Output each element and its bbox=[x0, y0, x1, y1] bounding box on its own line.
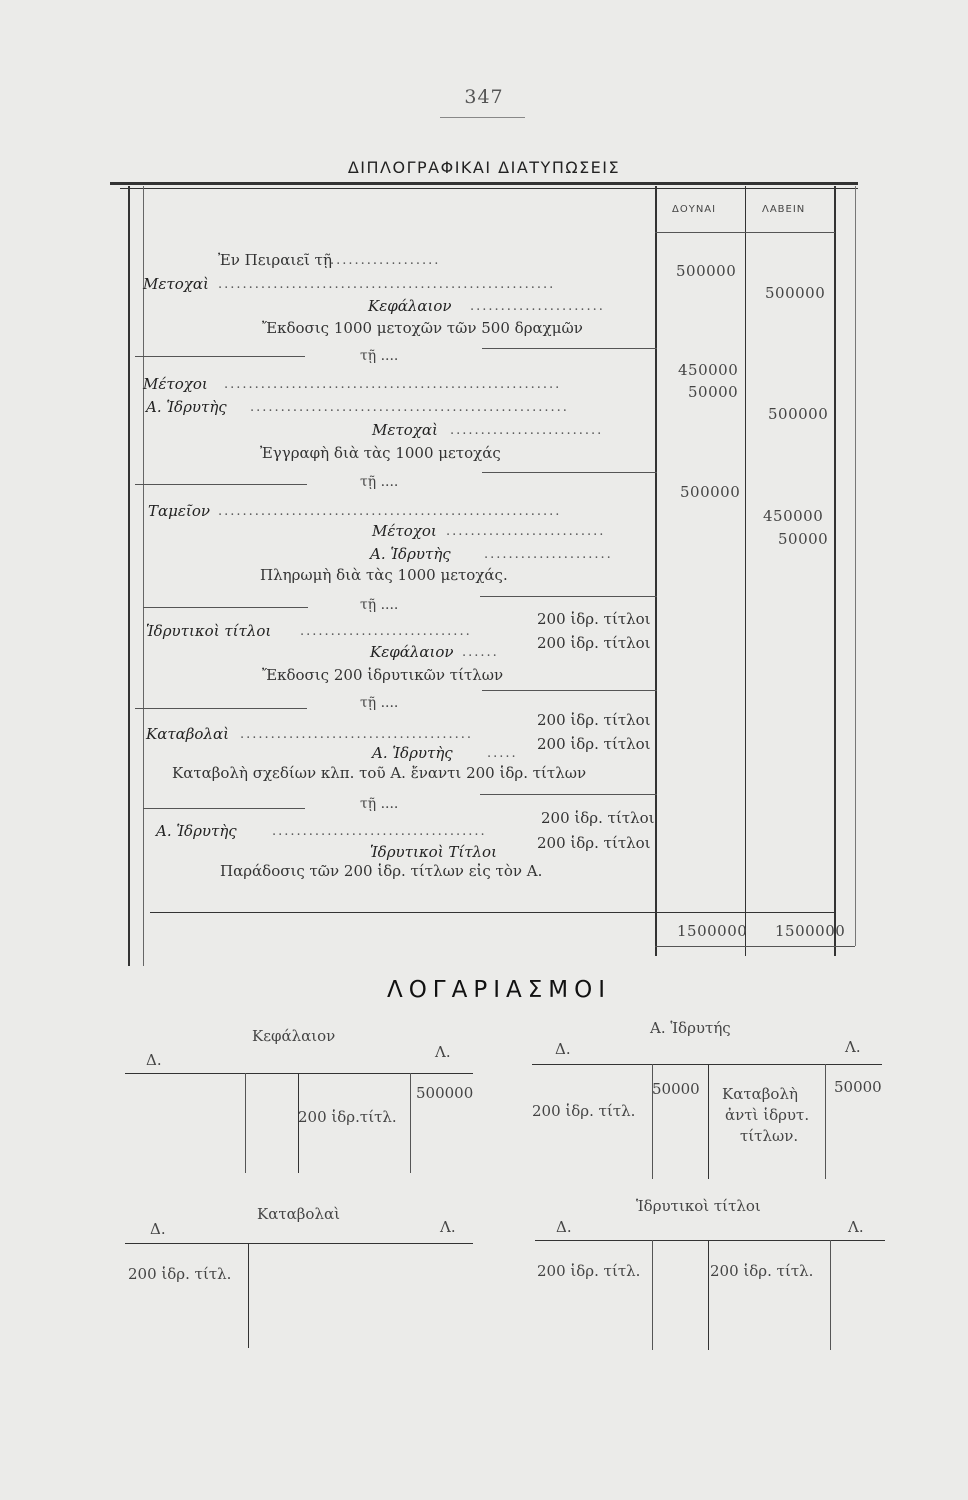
entry4-credit-units: 200 ἱδρ. τίτλοι bbox=[537, 634, 651, 652]
entry5-credit-units: 200 ἱδρ. τίτλοι bbox=[537, 735, 651, 753]
entry3-credit2-account: Α. Ἱδρυτὴς bbox=[370, 545, 451, 563]
idrytis-account-title: Α. Ἱδρυτής bbox=[650, 1019, 731, 1037]
debit-column-rule bbox=[655, 186, 657, 956]
idrytis-debit-note: 200 ἱδρ. τίτλ. bbox=[532, 1102, 636, 1120]
journal-right-rule bbox=[834, 186, 836, 956]
entry1-date-mark: τῇ .... bbox=[360, 348, 399, 364]
entry4-date-mark: τῇ .... bbox=[360, 695, 399, 711]
idrytikoi-titloi-debit-side: Δ. bbox=[556, 1218, 572, 1236]
journal-top-rule bbox=[110, 182, 858, 185]
page-number-rule bbox=[440, 117, 525, 118]
entry2-debit2-account: Α. Ἱδρυτὴς bbox=[146, 398, 227, 416]
idrytis-credit-note: Καταβολὴ bbox=[722, 1085, 798, 1103]
total-credit-amount: 1500000 bbox=[775, 922, 846, 940]
totals-rule bbox=[150, 912, 836, 913]
entry5-description: Καταβολὴ σχεδίων κλπ. τοῦ Α. ἔναντι 200 ἱδρ. τίτλων bbox=[172, 764, 587, 782]
katavolai-debit-side: Δ. bbox=[150, 1220, 166, 1238]
entry3-debit-amount: 500000 bbox=[680, 483, 741, 501]
entry1-credit-account: Κεφάλαιον bbox=[368, 297, 452, 315]
entry1-debit-account: Μετοχαὶ bbox=[143, 275, 209, 293]
idrytis-credit-amount: 50000 bbox=[834, 1078, 882, 1096]
entry6-debit-account: Α. Ἱδρυτὴς bbox=[156, 822, 237, 840]
entry2-debit1-amount: 450000 bbox=[678, 361, 739, 379]
idrytikoi-titloi-credit-note: 200 ἱδρ. τίτλ. bbox=[710, 1262, 814, 1280]
idrytis-credit-note-line2: ἀντὶ ἱδρυτ. bbox=[725, 1106, 810, 1124]
entry6-description: Παράδοσις τῶν 200 ἱδρ. τίτλων εἰς τὸν Α. bbox=[220, 862, 543, 880]
entry2-debit1-account: Μέτοχοι bbox=[143, 375, 208, 393]
entry2-credit-account: Μετοχαὶ bbox=[372, 421, 438, 439]
kefalaion-account-title: Κεφάλαιον bbox=[252, 1027, 336, 1045]
journal-place-date: Ἐν Πειραιεῖ τῇ bbox=[218, 251, 332, 269]
entry1-debit-amount: 500000 bbox=[676, 262, 737, 280]
katavolai-debit-note: 200 ἱδρ. τίτλ. bbox=[128, 1265, 232, 1283]
idrytis-debit-side: Δ. bbox=[555, 1040, 571, 1058]
credit-column-rule bbox=[745, 186, 746, 956]
entry6-credit-units: 200 ἱδρ. τίτλοι bbox=[537, 834, 651, 852]
katavolai-credit-side: Λ. bbox=[440, 1218, 456, 1236]
idrytis-debit-amount: 50000 bbox=[652, 1080, 700, 1098]
kefalaion-debit-side: Δ. bbox=[146, 1051, 162, 1069]
entry2-debit2-amount: 50000 bbox=[688, 383, 739, 401]
entry3-debit-account: Ταμεῖον bbox=[148, 502, 210, 520]
entry3-description: Πληρωμὴ διὰ τὰς 1000 μετοχάς. bbox=[260, 566, 508, 584]
entry4-credit-account: Κεφάλαιον bbox=[370, 643, 454, 661]
idrytis-credit-note-line3: τίτλων. bbox=[740, 1127, 799, 1145]
entry1-credit-amount: 500000 bbox=[765, 284, 826, 302]
idrytikoi-titloi-account-title: Ἱδρυτικοὶ τίτλοι bbox=[636, 1197, 761, 1215]
katavolai-account-title: Καταβολαὶ bbox=[257, 1205, 340, 1223]
entry2-description: Ἐγγραφὴ διὰ τὰς 1000 μετοχάς bbox=[260, 444, 501, 462]
entry5-credit-account: Α. Ἱδρυτὴς bbox=[372, 744, 453, 762]
debit-column-header: ΔΟΥΝΑΙ bbox=[672, 204, 717, 215]
entry2-date-mark: τῇ .... bbox=[360, 474, 399, 490]
entry4-debit-units: 200 ἱδρ. τίτλοι bbox=[537, 610, 651, 628]
page-number: 347 bbox=[464, 86, 504, 108]
accounts-title: ΛΟΓΑΡΙΑΣΜΟΙ bbox=[386, 977, 612, 1003]
entry4-debit-account: Ἱδρυτικοὶ τίτλοι bbox=[146, 622, 272, 640]
credit-column-header: ΛΑΒΕΙΝ bbox=[762, 204, 806, 215]
entry5-debit-units: 200 ἱδρ. τίτλοι bbox=[537, 711, 651, 729]
entry3-credit2-amount: 50000 bbox=[778, 530, 829, 548]
entry1-description: Ἔκδοσις 1000 μετοχῶν τῶν 500 δραχμῶν bbox=[262, 319, 583, 337]
idrytis-credit-side: Λ. bbox=[845, 1038, 861, 1056]
idrytikoi-titloi-debit-note: 200 ἱδρ. τίτλ. bbox=[537, 1262, 641, 1280]
kefalaion-credit-note: 200 ἱδρ.τίτλ. bbox=[298, 1108, 397, 1126]
entry4-description: Ἔκδοσις 200 ἱδρυτικῶν τίτλων bbox=[262, 666, 504, 684]
entry6-debit-units: 200 ἱδρ. τίτλοι bbox=[541, 809, 655, 827]
total-debit-amount: 1500000 bbox=[677, 922, 748, 940]
journal-left-rule bbox=[128, 186, 130, 966]
kefalaion-credit-amount: 500000 bbox=[416, 1084, 474, 1102]
entry3-credit1-amount: 450000 bbox=[763, 507, 824, 525]
page-heading: ΔΙΠΛΟΓΡΑΦΙΚΑΙ ΔΙΑΤΥΠΩΣΕΙΣ bbox=[347, 158, 621, 177]
kefalaion-credit-side: Λ. bbox=[435, 1043, 451, 1061]
entry2-credit-amount: 500000 bbox=[768, 405, 829, 423]
entry3-credit1-account: Μέτοχοι bbox=[372, 522, 437, 540]
entry3-date-mark: τῇ .... bbox=[360, 597, 399, 613]
entry5-date-mark: τῇ .... bbox=[360, 796, 399, 812]
entry6-credit-account: Ἱδρυτικοὶ Τίτλοι bbox=[370, 843, 497, 861]
entry5-debit-account: Καταβολαὶ bbox=[146, 725, 229, 743]
idrytikoi-titloi-credit-side: Λ. bbox=[848, 1218, 864, 1236]
